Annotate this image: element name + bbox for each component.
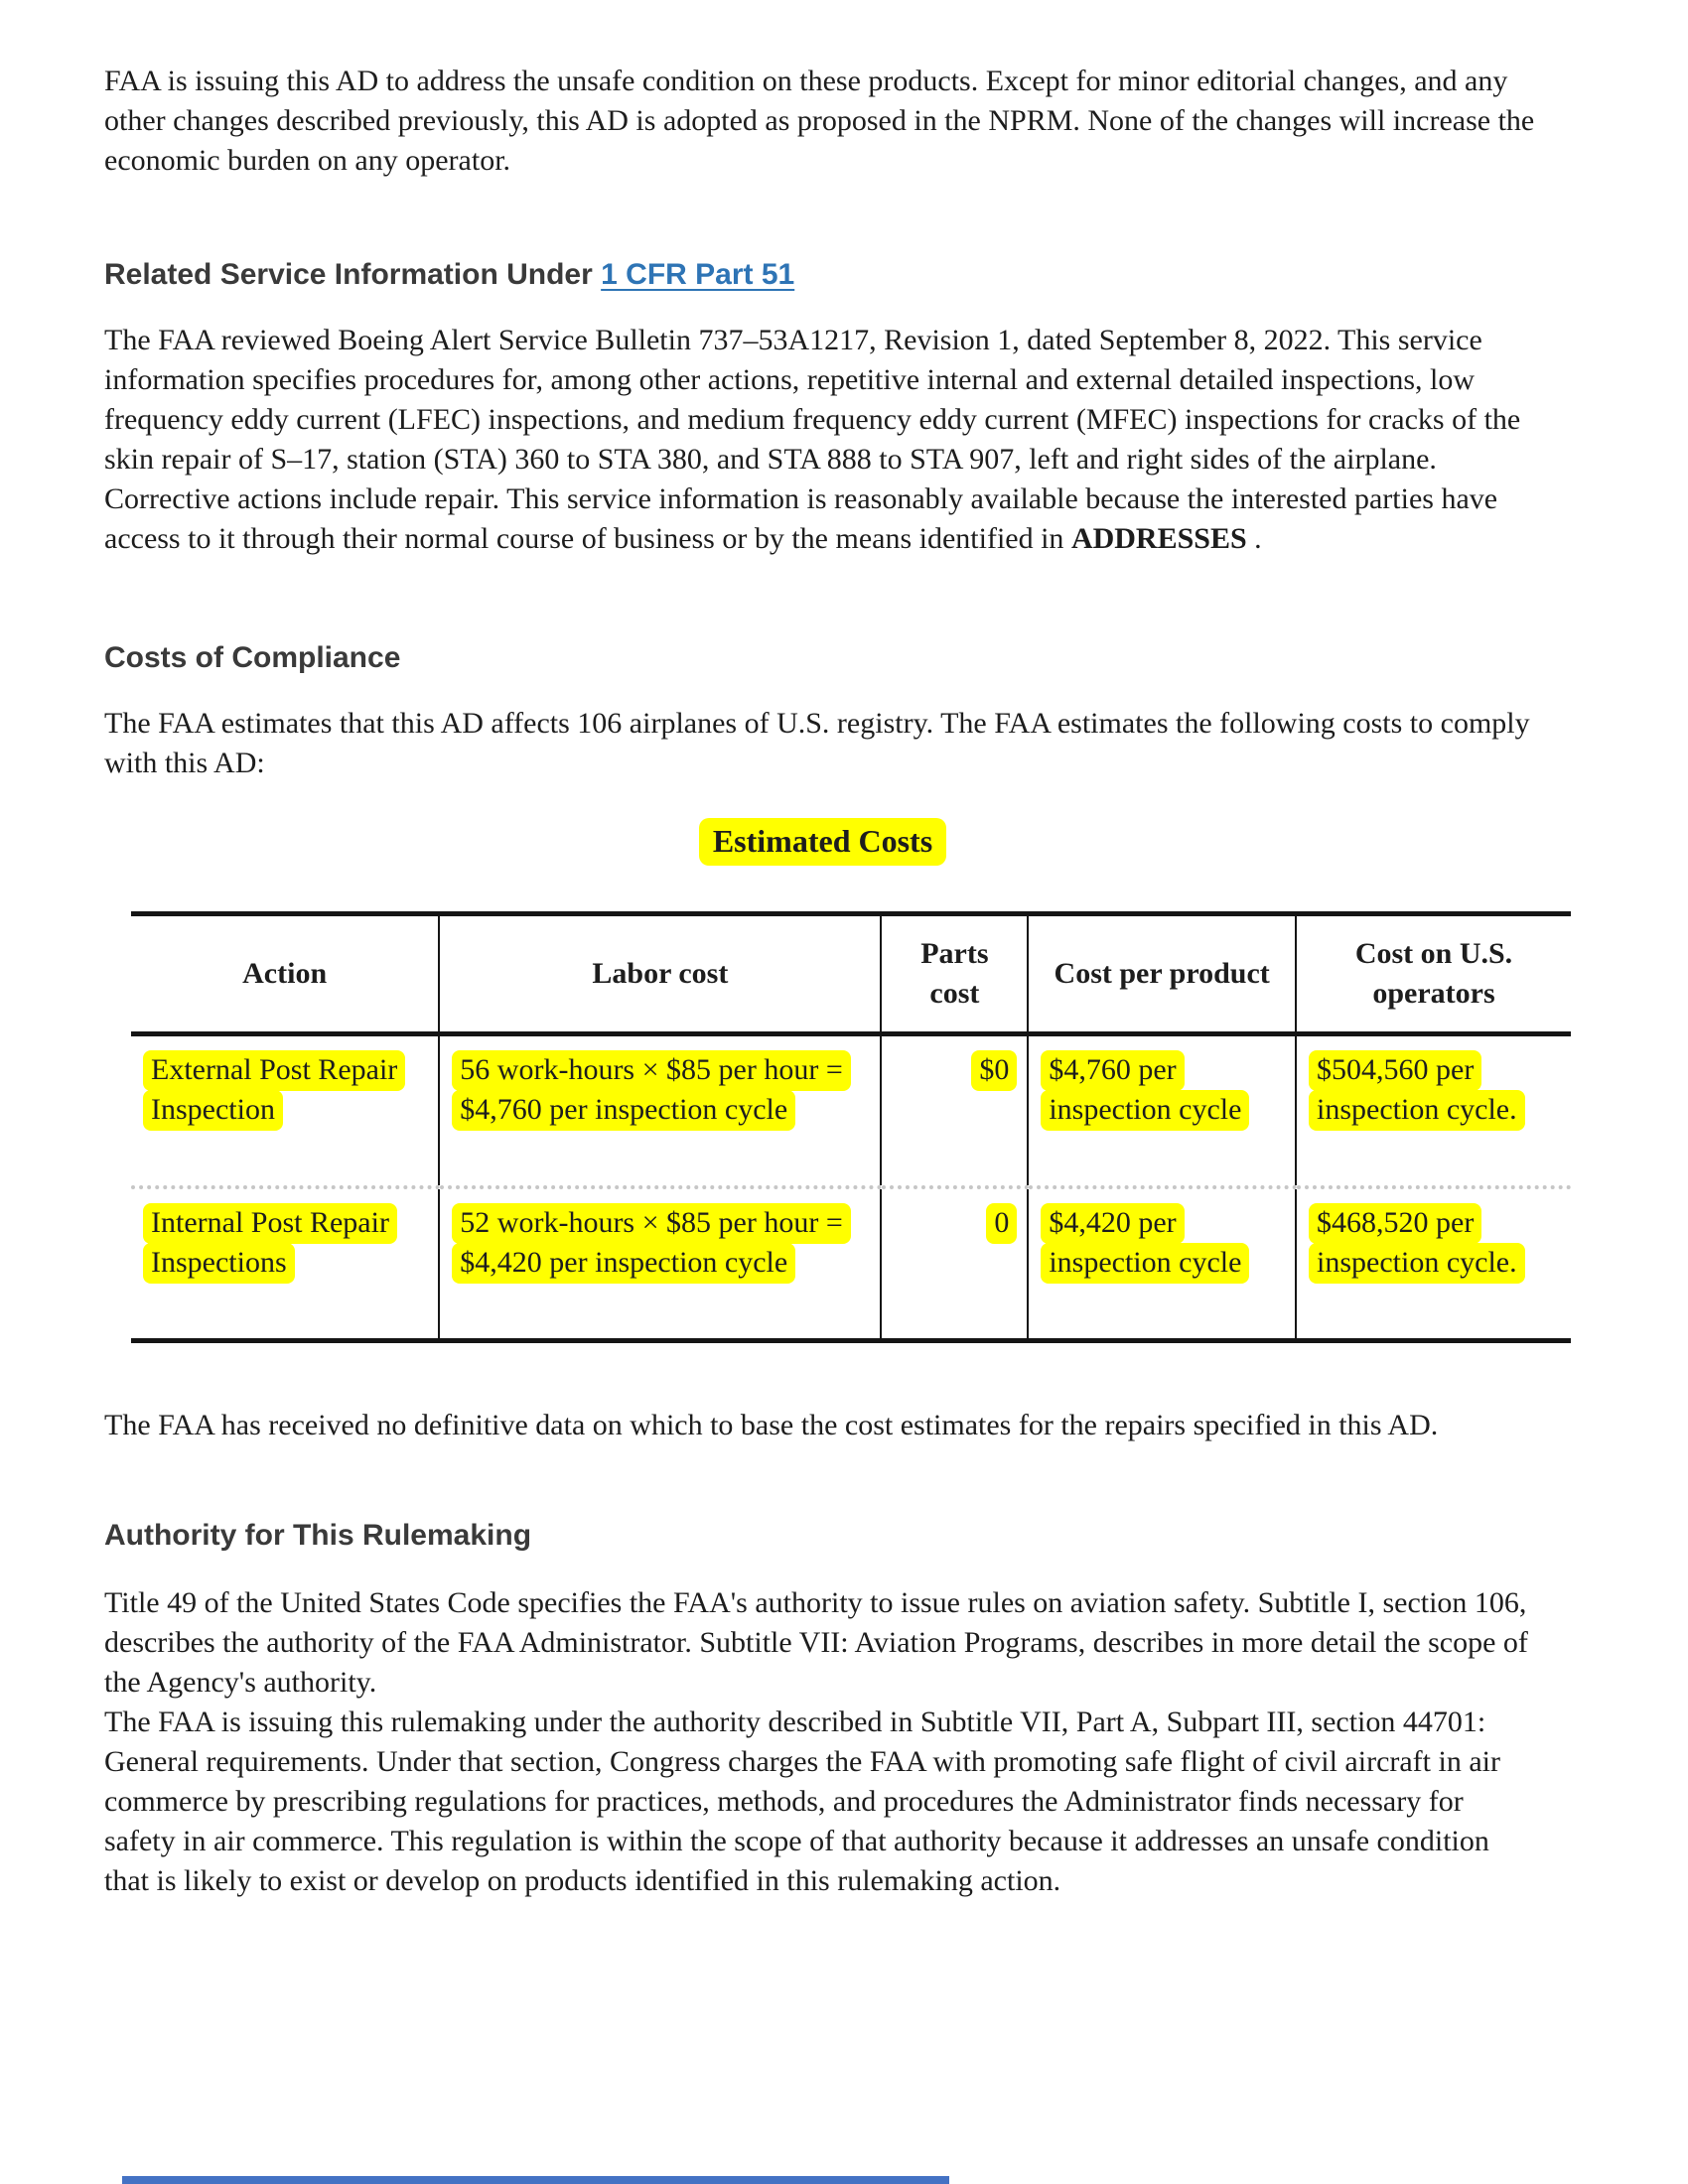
table-row-internal-inspection (131, 1187, 1571, 1341)
cfr-part-51-link[interactable]: 1 CFR Part 51 (601, 258, 795, 291)
estimated-costs-title: Estimated Costs (699, 818, 946, 866)
bottom-blue-bar (122, 2176, 949, 2184)
table-title-row (104, 823, 1541, 860)
paragraph-service-info-period: . (1246, 522, 1262, 555)
highlighted-us-operators-text: $504,560 per inspection cycle. (1309, 1050, 1525, 1131)
cell-action (131, 1034, 439, 1188)
highlighted-parts-text: $0 (971, 1050, 1017, 1091)
highlighted-us-operators-text: $468,520 per inspection cycle. (1309, 1203, 1525, 1284)
heading-related-service-text: Related Service Information Under (104, 258, 602, 291)
cell-labor-cost (439, 1187, 881, 1341)
paragraph-title-49: Title 49 of the United States Code specifies the FAA's authority to issue rules on aviation safety. Subtitle I, section 106, describes the authority of the FAA Administrator. Subtitle VII: Aviation Programs, describes in more detail the scope of the Agency's authority. (104, 1586, 1528, 1699)
table-header-row (131, 914, 1571, 1034)
heading-related-service-info (104, 257, 1541, 293)
cell-parts-cost (881, 1187, 1028, 1341)
column-header-labor-cost: Labor cost (439, 914, 881, 1034)
highlighted-parts-text: 0 (986, 1203, 1017, 1244)
highlighted-per-product-text: $4,420 per inspection cycle (1041, 1203, 1249, 1284)
cell-parts-cost (881, 1034, 1028, 1188)
estimated-costs-table (131, 911, 1571, 1343)
paragraph-costs: The FAA estimates that this AD affects 106 airplanes of U.S. registry. The FAA estimates the following costs to comply with this AD: (104, 707, 1530, 779)
paragraph-section-44701: The FAA is issuing this rulemaking under the authority described in Subtitle VII, Part A, Subpart III, section 44701: General requirements. Under that section, Congress charges the FAA with promoting safe flight of civil aircraft in air commerce by prescribing regulations for practices, methods, and procedures the Administrator finds necessary for safety in air commerce. This regulation is within the scope of that authority because it addresses an unsafe condition that is likely to exist or develop on products identified in this rulemaking action. (104, 1706, 1500, 1897)
heading-authority-rulemaking: Authority for This Rulemaking (104, 1519, 532, 1552)
addresses-bold-text: ADDRESSES (1070, 522, 1247, 555)
heading-costs-of-compliance: Costs of Compliance (104, 641, 401, 674)
highlighted-per-product-text: $4,760 per inspection cycle (1041, 1050, 1249, 1131)
cell-cost-us-operators (1296, 1187, 1571, 1341)
highlighted-action-text: External Post Repair Inspection (143, 1050, 405, 1131)
highlighted-action-text: Internal Post Repair Inspections (143, 1203, 397, 1284)
highlighted-labor-text: 56 work-hours × $85 per hour = $4,760 per inspection cycle (452, 1050, 850, 1131)
column-header-action: Action (131, 914, 439, 1034)
column-header-cost-us-operators: Cost on U.S. operators (1296, 914, 1571, 1034)
cell-labor-cost (439, 1034, 881, 1188)
column-header-parts-cost: Parts cost (881, 914, 1028, 1034)
column-header-cost-per-product: Cost per product (1028, 914, 1296, 1034)
table-row-external-inspection (131, 1034, 1571, 1188)
paragraph-service-info-text: The FAA reviewed Boeing Alert Service Bulletin 737–53A1217, Revision 1, dated September 8, 2022. This service information specifies procedures for, among other actions, repetitive internal and external detailed inspections, low frequency eddy current (LFEC) inspections, and medium frequency eddy current (MFEC) inspections for cracks of the skin repair of S–17, station (STA) 360 to STA 380, and STA 888 to STA 907, left and right sides of the airplane. Corrective actions include repair. This service information is reasonably available because the interested parties have access to it through their normal course of business or by the means identified in (104, 324, 1521, 555)
cell-cost-per-product (1028, 1187, 1296, 1341)
paragraph-service-info (104, 321, 1541, 559)
paragraph-intro: FAA is issuing this AD to address the unsafe condition on these products. Except for minor editorial changes, and any other changes described previously, this AD is adopted as proposed in the NPRM. None of the changes will increase the economic burden on any operator. (104, 65, 1535, 177)
cell-cost-us-operators (1296, 1034, 1571, 1188)
highlighted-labor-text: 52 work-hours × $85 per hour = $4,420 per inspection cycle (452, 1203, 850, 1284)
cell-action (131, 1187, 439, 1341)
paragraph-no-data: The FAA has received no definitive data on which to base the cost estimates for the repairs specified in this AD. (104, 1409, 1439, 1441)
cell-cost-per-product (1028, 1034, 1296, 1188)
